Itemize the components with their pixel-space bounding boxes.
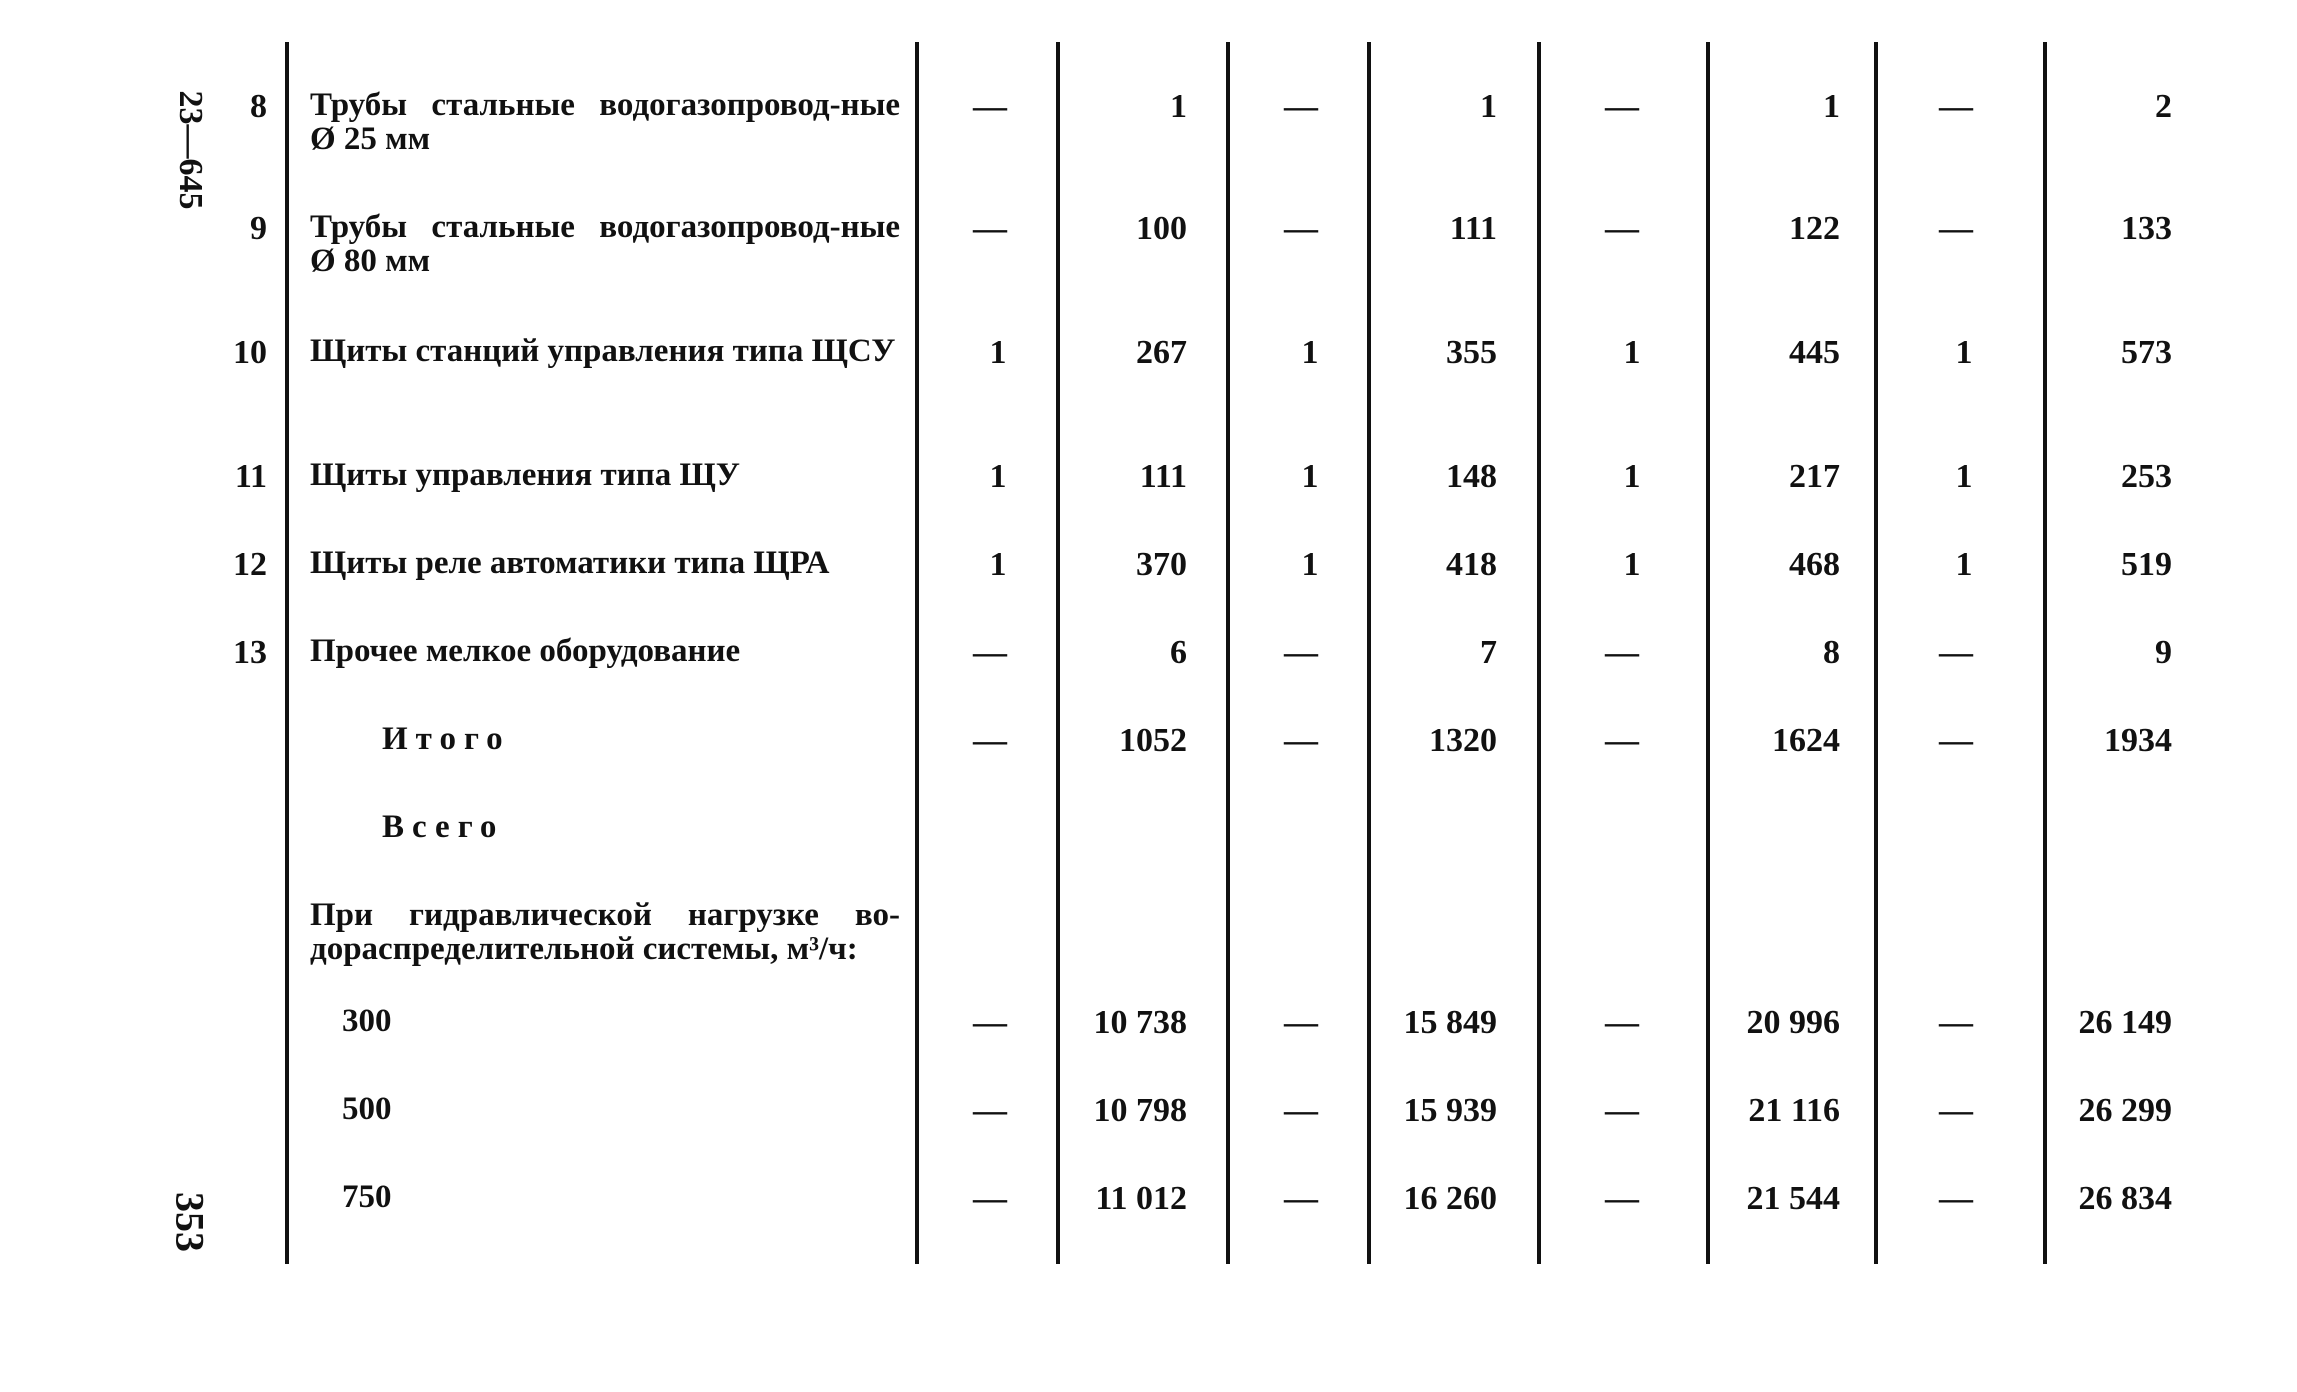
- table-row: [0, 546, 2297, 596]
- value-cell: 9: [2155, 634, 2172, 671]
- value-cell: 21 116: [1748, 1092, 1840, 1129]
- value-cell: 26 834: [2078, 1180, 2172, 1217]
- row-name: Щиты станций управления типа ЩСУ: [310, 333, 896, 369]
- row-name: 750: [342, 1179, 392, 1215]
- qty-cell: —: [1939, 1092, 1973, 1129]
- row-number: 9: [250, 210, 267, 247]
- value-cell: 20 996: [1746, 1004, 1840, 1041]
- value-cell: 1934: [2104, 722, 2172, 759]
- value-cell: 15 939: [1403, 1092, 1497, 1129]
- qty-cell: 1: [1623, 458, 1641, 495]
- qty-cell: 1: [1955, 458, 1973, 495]
- value-cell: 1: [1480, 88, 1497, 125]
- table-row: [0, 458, 2297, 508]
- value-cell: 217: [1789, 458, 1840, 495]
- value-cell: 1: [1823, 88, 1840, 125]
- value-cell: 468: [1789, 546, 1840, 583]
- value-cell: 1: [1170, 88, 1187, 125]
- qty-cell: —: [1605, 722, 1639, 759]
- qty-cell: —: [973, 1004, 1007, 1041]
- qty-cell: —: [1939, 634, 1973, 671]
- value-cell: 1320: [1429, 722, 1497, 759]
- value-cell: 100: [1136, 210, 1187, 247]
- row-name: Щиты управления типа ЩУ: [310, 457, 740, 493]
- qty-cell: 1: [1301, 334, 1319, 371]
- value-cell: 16 260: [1403, 1180, 1497, 1217]
- qty-cell: 1: [1955, 334, 1973, 371]
- qty-cell: —: [973, 722, 1007, 759]
- value-cell: 148: [1446, 458, 1497, 495]
- value-cell: 370: [1136, 546, 1187, 583]
- value-cell: 1624: [1772, 722, 1840, 759]
- value-cell: 418: [1446, 546, 1497, 583]
- qty-cell: —: [973, 1092, 1007, 1129]
- row-name: Трубы стальные водогазопровод-ные Ø 25 мм: [310, 87, 900, 157]
- qty-cell: —: [973, 88, 1007, 125]
- table-row: [0, 634, 2297, 684]
- qty-cell: —: [1284, 210, 1318, 247]
- row-name: 500: [342, 1091, 392, 1127]
- value-cell: 7: [1480, 634, 1497, 671]
- row-name: Итого: [382, 721, 511, 757]
- table-row: [0, 1180, 2297, 1230]
- qty-cell: —: [1605, 1180, 1639, 1217]
- qty-cell: 1: [1623, 334, 1641, 371]
- qty-cell: —: [1284, 1092, 1318, 1129]
- value-cell: 6: [1170, 634, 1187, 671]
- row-name: Щиты реле автоматики типа ЩРА: [310, 545, 830, 581]
- value-cell: 10 798: [1093, 1092, 1187, 1129]
- row-name: Трубы стальные водогазопровод-ные Ø 80 мм: [310, 209, 900, 279]
- value-cell: 267: [1136, 334, 1187, 371]
- qty-cell: 1: [1301, 458, 1319, 495]
- row-name: Прочее мелкое оборудование: [310, 633, 741, 669]
- row-number: 12: [233, 546, 267, 583]
- value-cell: 573: [2121, 334, 2172, 371]
- table-row: [0, 1092, 2297, 1142]
- value-cell: 26 299: [2078, 1092, 2172, 1129]
- qty-cell: —: [1605, 1092, 1639, 1129]
- qty-cell: —: [1605, 210, 1639, 247]
- qty-cell: 1: [1955, 546, 1973, 583]
- table-row: [0, 1004, 2297, 1054]
- qty-cell: 1: [1623, 546, 1641, 583]
- table-row: [0, 897, 2297, 967]
- qty-cell: —: [1605, 1004, 1639, 1041]
- table-row: [0, 209, 2297, 279]
- qty-cell: —: [1939, 1180, 1973, 1217]
- qty-cell: —: [973, 1180, 1007, 1217]
- table-row: [0, 334, 2297, 384]
- qty-cell: 1: [989, 546, 1007, 583]
- value-cell: 111: [1449, 210, 1497, 247]
- value-cell: 253: [2121, 458, 2172, 495]
- row-name: При гидравлической нагрузке во-дораспределительной системы, м³/ч:: [310, 897, 900, 967]
- qty-cell: —: [1284, 88, 1318, 125]
- table-row: [0, 722, 2297, 772]
- row-number: 10: [233, 334, 267, 371]
- value-cell: 26 149: [2078, 1004, 2172, 1041]
- margin-code: 23—645: [172, 90, 209, 210]
- row-number: 13: [233, 634, 267, 671]
- value-cell: 133: [2121, 210, 2172, 247]
- qty-cell: 1: [1301, 546, 1319, 583]
- value-cell: 111: [1139, 458, 1187, 495]
- value-cell: 8: [1823, 634, 1840, 671]
- row-name: Всего: [382, 809, 505, 845]
- qty-cell: —: [973, 210, 1007, 247]
- qty-cell: —: [973, 634, 1007, 671]
- value-cell: 519: [2121, 546, 2172, 583]
- qty-cell: —: [1284, 722, 1318, 759]
- value-cell: 1052: [1119, 722, 1187, 759]
- qty-cell: 1: [989, 458, 1007, 495]
- table-row: [0, 810, 2297, 860]
- value-cell: 122: [1789, 210, 1840, 247]
- qty-cell: 1: [989, 334, 1007, 371]
- value-cell: 10 738: [1093, 1004, 1187, 1041]
- qty-cell: —: [1284, 1004, 1318, 1041]
- qty-cell: —: [1939, 722, 1973, 759]
- qty-cell: —: [1605, 88, 1639, 125]
- value-cell: 11 012: [1095, 1180, 1187, 1217]
- qty-cell: —: [1939, 210, 1973, 247]
- value-cell: 2: [2155, 88, 2172, 125]
- value-cell: 445: [1789, 334, 1840, 371]
- qty-cell: —: [1284, 1180, 1318, 1217]
- row-number: 8: [250, 88, 267, 125]
- qty-cell: —: [1605, 634, 1639, 671]
- value-cell: 21 544: [1746, 1180, 1840, 1217]
- qty-cell: —: [1284, 634, 1318, 671]
- value-cell: 355: [1446, 334, 1497, 371]
- row-name: 300: [342, 1003, 392, 1039]
- value-cell: 15 849: [1403, 1004, 1497, 1041]
- qty-cell: —: [1939, 88, 1973, 125]
- page-number: 353: [167, 1192, 213, 1252]
- qty-cell: —: [1939, 1004, 1973, 1041]
- row-number: 11: [234, 458, 267, 495]
